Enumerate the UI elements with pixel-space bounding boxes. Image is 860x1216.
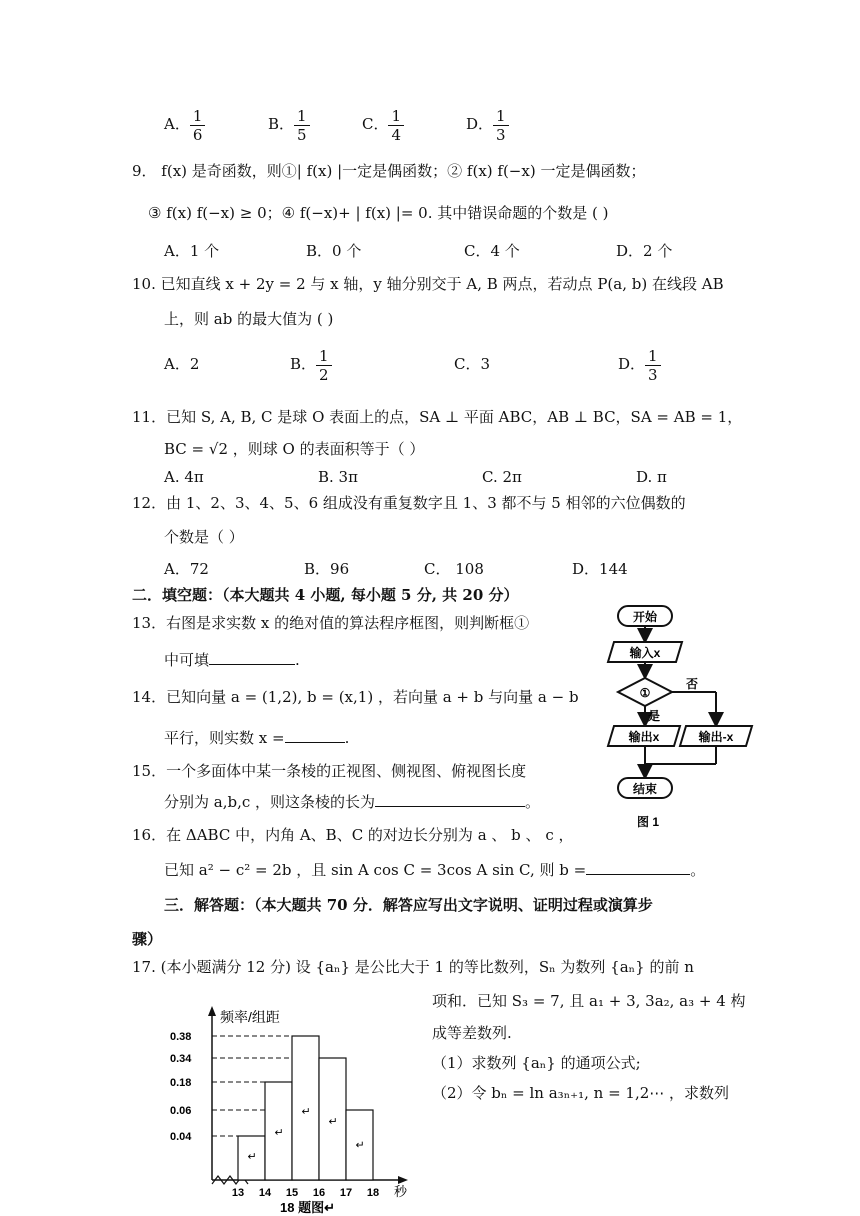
- q12-option-d: D．144: [572, 560, 628, 578]
- histogram-bar-mark: ↵: [301, 1106, 311, 1119]
- flowchart-no-label: 否: [685, 677, 699, 691]
- q16-line1: 16．在 ΔABC 中，内角 A、B、C 的对边长分别为 a 、 b 、 c ，: [132, 826, 574, 844]
- q14-line1: 14．已知向量 a = (1,2), b = (x,1) ，若向量 a + b 与向量 a − b: [132, 688, 579, 706]
- flowchart-input-label: 输入x: [629, 646, 661, 660]
- histogram-x-tick-label: 18: [366, 1187, 380, 1199]
- histogram-y-tick-label: 0.38: [170, 1031, 192, 1043]
- histogram-bar-mark: ↵: [274, 1126, 284, 1139]
- histogram-x-tick-label: 16: [312, 1187, 326, 1199]
- histogram-y-tick-label: 0.34: [170, 1053, 192, 1065]
- q8-option-d: D． $\frac{1}{3}$: [466, 104, 509, 144]
- q16-line2: 已知 a² − c² = 2b ，且 sin A cos C = 3cos A sin C, 则 b = 。: [164, 858, 705, 881]
- q17-line4: （1）求数列 {aₙ} 的通项公式;: [432, 1054, 641, 1072]
- q9-line1: 9． f(x) 是奇函数，则①| f(x) |一定是偶函数；② f(x) f(−x) 一定是偶函数；: [132, 162, 646, 180]
- q9-option-b: B．0 个: [306, 242, 362, 260]
- q9-option-c: C．4 个: [464, 242, 520, 260]
- histogram-caption: 18 题图↵: [280, 1200, 335, 1215]
- q9-option-a: A．1 个: [164, 242, 220, 260]
- q12-option-a: A．72: [164, 560, 209, 578]
- q10-option-d: D． $\frac{1}{3}$: [618, 344, 661, 384]
- q12-line1: 12．由 1、2、3、4、5、6 组成没有重复数字且 1、3 都不与 5 相邻的六位偶数的: [132, 494, 686, 512]
- histogram-x-tick-label: 15: [285, 1187, 299, 1199]
- q13-line2: 中可填 .: [164, 648, 300, 671]
- histogram-y-label: 频率/组距: [220, 1009, 280, 1025]
- histogram-x-tick-label: 13: [231, 1187, 245, 1199]
- q11-option-a: A. 4π: [164, 468, 204, 486]
- q11-option-c: C. 2π: [482, 468, 522, 486]
- section3-heading-line2: 骤）: [132, 930, 163, 948]
- flowchart-output-x-label: 输出x: [628, 730, 660, 744]
- q10-line2: 上，则 ab 的最大值为 ( ): [164, 310, 334, 328]
- histogram-x-unit: 秒: [394, 1184, 408, 1199]
- flowchart-decision-label: ①: [639, 686, 651, 700]
- histogram-x-tick-label: 14: [258, 1187, 272, 1199]
- q15-line1: 15．一个多面体中某一条棱的正视图、侧视图、俯视图长度: [132, 762, 527, 780]
- q16-answer-blank: [586, 858, 690, 875]
- q14-answer-blank: [285, 726, 345, 743]
- q15-answer-blank: [375, 790, 525, 807]
- q17-line5: （2）令 bₙ = ln a₃ₙ₊₁, n = 1,2⋯ ，求数列: [432, 1084, 730, 1102]
- histogram-figure: [160, 1000, 430, 1216]
- histogram-bar-mark: ↵: [328, 1116, 338, 1129]
- q11-option-b: B. 3π: [318, 468, 358, 486]
- flowchart-output-neg-label: 输出-x: [698, 730, 734, 744]
- section3-heading-line1: 三．解答题：（本大题共 70 分．解答应写出文字说明、证明过程或演算步: [164, 896, 653, 914]
- q8-option-a: A． $\frac{1}{6}$: [164, 104, 205, 144]
- flowchart-figure: [600, 600, 760, 840]
- flowchart-caption: 图 1: [636, 815, 660, 829]
- q12-line2: 个数是（ ）: [164, 528, 244, 546]
- q10-line1: 10. 已知直线 x + 2y = 2 与 x 轴，y 轴分别交于 A, B 两点，若动点 P(a, b) 在线段 AB: [132, 275, 724, 293]
- q13-answer-blank: [209, 648, 295, 665]
- q10-option-a: A．2: [164, 355, 200, 373]
- histogram-x-tick-label: 17: [339, 1187, 353, 1199]
- q8-option-c: C． $\frac{1}{4}$: [362, 104, 404, 144]
- flowchart-yes-label: 是: [647, 709, 661, 723]
- q10-option-b: B． $\frac{1}{2}$: [290, 344, 332, 384]
- q17-line2: 项和．已知 S₃ = 7, 且 a₁ + 3, 3a₂, a₃ + 4 构: [432, 992, 746, 1010]
- q13-line1: 13．右图是求实数 x 的绝对值的算法程序框图，则判断框①: [132, 614, 530, 632]
- q11-line2: BC = √2 ，则球 O 的表面积等于（ ）: [164, 440, 425, 458]
- q17-line3: 成等差数列.: [432, 1024, 512, 1042]
- q9-option-d: D．2 个: [616, 242, 673, 260]
- histogram-bar-mark: ↵: [247, 1151, 257, 1164]
- histogram-bar-mark: ↵: [355, 1139, 365, 1152]
- q12-option-b: B．96: [304, 560, 350, 578]
- q9-line2: ③ f(x) f(−x) ≥ 0；④ f(−x)+ | f(x) |= 0. 其中错误命题的个数是 ( ): [148, 204, 609, 222]
- section2-heading: 二．填空题：（本大题共 4 小题, 每小题 5 分, 共 20 分）: [132, 586, 519, 604]
- q10-option-c: C．3: [454, 355, 491, 373]
- q17-line1: 17. (本小题满分 12 分) 设 {aₙ} 是公比大于 1 的等比数列，Sₙ 为数列 {aₙ} 的前 n: [132, 958, 694, 976]
- q11-line1: 11．已知 S, A, B, C 是球 O 表面上的点，SA ⊥ 平面 ABC，AB ⊥ BC，SA = AB = 1，: [132, 408, 743, 426]
- q12-option-c: C． 108: [424, 560, 484, 578]
- q14-line2: 平行，则实数 x = .: [164, 726, 349, 749]
- histogram-x-axis-arrow: [398, 1176, 408, 1184]
- flowchart-start-label: 开始: [632, 610, 658, 624]
- histogram-y-tick-label: 0.04: [170, 1131, 192, 1143]
- q15-line2: 分别为 a,b,c ，则这条棱的长为 。: [164, 790, 540, 813]
- flowchart-end-label: 结束: [632, 782, 658, 796]
- histogram-y-axis-arrow: [208, 1006, 216, 1016]
- q8-option-b: B． $\frac{1}{5}$: [268, 104, 310, 144]
- histogram-y-tick-label: 0.06: [170, 1105, 192, 1117]
- histogram-y-tick-label: 0.18: [170, 1077, 192, 1089]
- q11-option-d: D. π: [636, 468, 667, 486]
